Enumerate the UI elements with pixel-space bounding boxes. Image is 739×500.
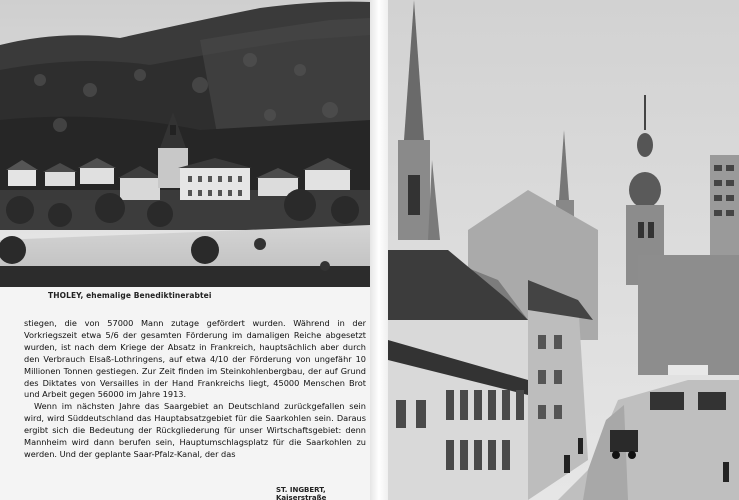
photo-caption-st-ingbert: ST. INGBERT, Kaiserstraße [276,486,327,500]
right-page [388,0,739,500]
paragraph-1: stiegen, die von 57000 Mann zutage gefördert wurden. Während in der Vorkriegszeit etwa 5/6 der gesamten Förderung im damaligen Reiche abgesetzt wurden, ist nach dem Kriege der Absatz in Frankreich, hauptsächlich aber durch den Verbrauch Elsaß-Lothringens, auf etwa 4/10 der Förderung von ungefähr 10 Millionen Tonnen gestiegen. Zur Zeit finden im Steinkohlenbergbau, der auf Grund des Diktates von Versailles in der Hand Frankreichs liegt, 45000 Menschen Brot und Arbeit gegen 56000 im Jahre 1913. [24,318,366,400]
body-text [24,318,366,461]
book-gutter [370,0,388,500]
paragraph-2: Wenn im nächsten Jahre das Saargebiet an Deutschland zurückgefallen sein wird, wird Süddeutschland das Hauptabsatzgebiet für die Saarkohlen sein. Daraus ergibt sich die Bedeutung der Rückgliederung für unser Wirtschaftsgebiet: denn Mannheim wird dann berufen sein, Hauptumschlagsplatz für die Saarkohlen zu werden. Und der geplante Saar-Pfalz-Kanal, der das [24,401,366,459]
tholey-abbey-photo [0,0,370,287]
photo-caption-tholey: THOLEY, ehemalige Benediktinerabtei [48,291,212,300]
st-ingbert-street-photo [388,0,739,500]
